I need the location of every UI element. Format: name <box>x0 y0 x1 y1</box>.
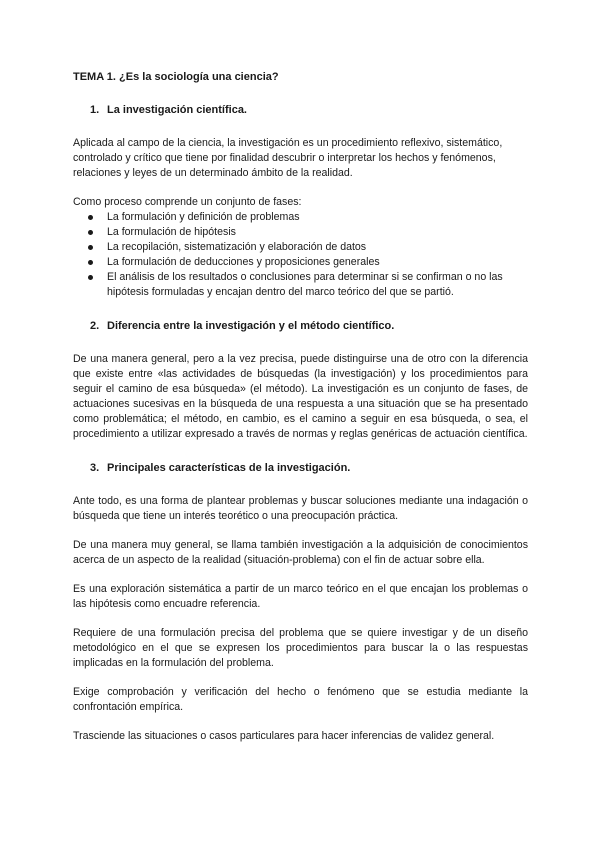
list-item: La formulación de hipótesis <box>73 225 528 240</box>
section-2-heading <box>73 319 528 333</box>
bullet-icon <box>88 215 93 220</box>
bullet-icon <box>88 230 93 235</box>
list-item: La recopilación, sistematización y elaboración de datos <box>73 240 528 255</box>
paragraph: De una manera general, pero a la vez precisa, puede distinguirse una de otro con la diferencia que existe entre «las actividades de búsquedas (la investigación) y los procedimientos para seguir el camino de esa búsqueda» (el método). La investigación es un conjunto de fases, de actuaciones sucesivas en la búsqueda de una respuesta a una situación que se ha presentado como problemática; el método, en cambio, es el camino a seguir en esa búsqueda, o sea, el procedimiento a utilizar expresado a través de normas y reglas genéricas de actuación científica. <box>73 353 528 440</box>
paragraph: Es una exploración sistemática a partir de un marco teórico en el que encajan los problemas o las hipótesis como encuadre referencia. <box>73 583 528 610</box>
paragraph: Exige comprobación y verificación del hecho o fenómeno que se estudia mediante la confrontación empírica. <box>73 686 528 713</box>
section-number: 1. <box>90 104 100 116</box>
section-title: Principales características de la investigación. <box>107 462 351 474</box>
section-number: 3. <box>90 462 100 474</box>
list-item: La formulación de deducciones y proposiciones generales <box>73 255 528 270</box>
section-title: Diferencia entre la investigación y el método científico. <box>107 320 395 332</box>
section-1-heading <box>73 103 528 117</box>
document-page <box>73 70 528 744</box>
bullet-icon <box>88 260 93 265</box>
list-item: El análisis de los resultados o conclusiones para determinar si se confirman o no las hipótesis formuladas y encajan dentro del marco teórico del que se partió. <box>73 270 528 300</box>
list-item: La formulación y definición de problemas <box>73 210 528 225</box>
section-number: 2. <box>90 320 100 332</box>
bullet-icon <box>88 245 93 250</box>
bullet-icon <box>88 275 93 280</box>
paragraph: De una manera muy general, se llama también investigación a la adquisición de conocimientos acerca de un aspecto de la realidad (situación-problema) con el fin de actuar sobre ella. <box>73 539 528 566</box>
phases-list <box>73 210 528 300</box>
paragraph: Como proceso comprende un conjunto de fases: <box>73 196 302 208</box>
paragraph: Ante todo, es una forma de plantear problemas y buscar soluciones mediante una indagación o búsqueda que tiene un interés teorético o una preocupación práctica. <box>73 495 528 522</box>
paragraph: Aplicada al campo de la ciencia, la investigación es un procedimiento reflexivo, sistemático, controlado y crítico que tiene por finalidad descubrir o interpretar los hechos y fenómenos, relaciones y leyes de un determinado ámbito de la realidad. <box>73 137 503 179</box>
document-title: TEMA 1. ¿Es la sociología una ciencia? <box>73 71 279 83</box>
section-3-heading <box>73 461 528 475</box>
section-title: La investigación científica. <box>107 104 247 116</box>
paragraph: Trasciende las situaciones o casos particulares para hacer inferencias de validez general. <box>73 730 495 742</box>
paragraph: Requiere de una formulación precisa del problema que se quiere investigar y de un diseño metodológico en el que se expresen los procedimientos para buscar la o las respuestas implicadas en la formulación del problema. <box>73 627 528 669</box>
